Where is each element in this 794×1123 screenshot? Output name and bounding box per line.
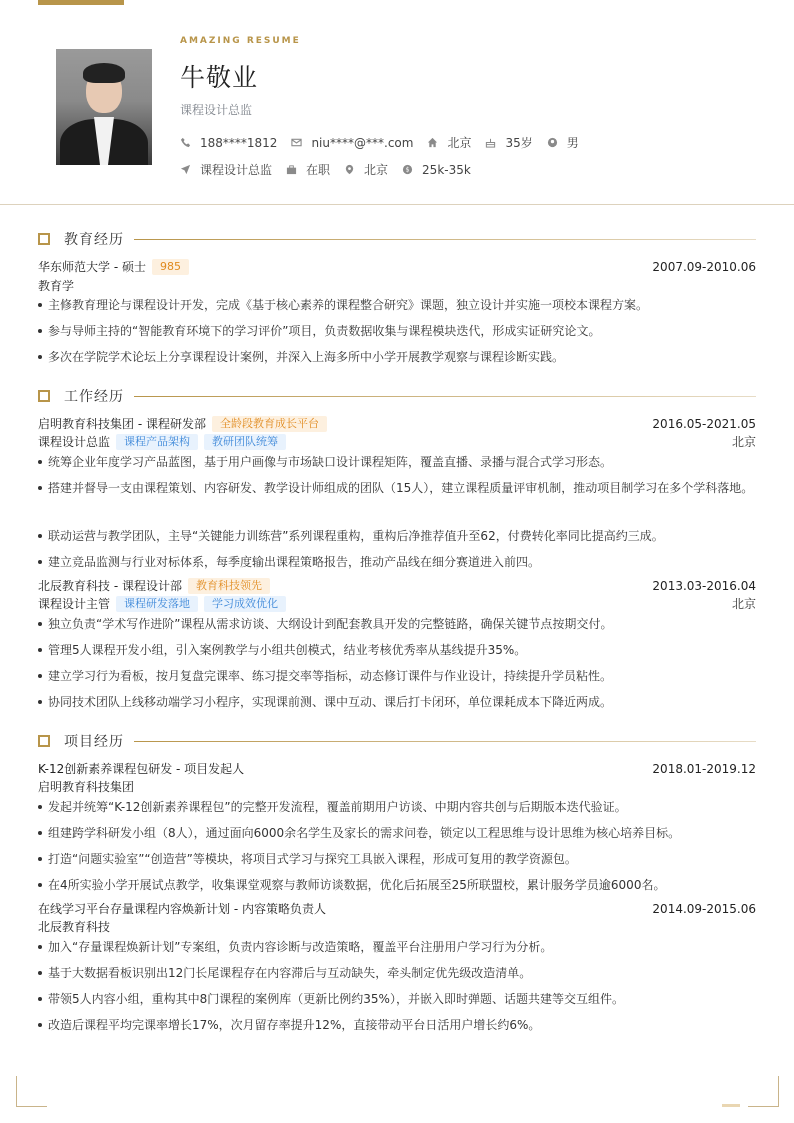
education-section-header	[38, 229, 756, 249]
company-name: 启明教育科技集团 - 课程研发部	[38, 417, 206, 431]
candidate-title: 课程设计总监	[180, 103, 253, 117]
salary-text: 25k-35k	[422, 162, 471, 177]
money-icon	[402, 164, 413, 175]
briefcase-icon	[286, 164, 297, 175]
job-role: 课程设计总监	[38, 435, 111, 449]
project-entry	[38, 760, 756, 777]
list-item: 主修教育理论与课程设计开发，完成《基于核心素养的课程整合研究》课题，独立设计并实施一项校本课程方案。	[38, 294, 754, 316]
contact-row	[180, 134, 593, 151]
intent-city-text: 北京	[364, 163, 389, 177]
education-entry	[38, 258, 756, 275]
project-date: 2014.09-2015.06	[652, 901, 756, 916]
gender-text: 男	[566, 136, 579, 150]
list-item: 管理5人课程开发小组，引入案例教学与小组共创模式，结业考核优秀率从基线提升35%。	[38, 639, 754, 661]
status-info	[286, 161, 330, 178]
gender-icon	[547, 137, 558, 148]
list-item: 搭建并督导一支由课程策划、内容研发、教学设计师组成的团队（15人），建立课程质量评审机制，推动项目制学习在多个学科落地。	[38, 477, 754, 499]
project-name: K-12创新素养课程包研发 - 项目发起人	[38, 762, 245, 776]
list-item: 独立负责“学术写作进阶”课程从需求访谈、大纲设计到配套教具开发的完整链路，确保关键节点按期交付。	[38, 613, 754, 635]
job-role: 课程设计主管	[38, 597, 111, 611]
list-item: 建立学习行为看板，按月复盘完课率、练习提交率等指标，动态修订课件与作业设计，持续提升学员粘性。	[38, 665, 754, 687]
phone-icon	[180, 137, 191, 148]
home-info	[427, 134, 471, 151]
education-date: 2007.09-2010.06	[652, 259, 756, 274]
job-date: 2016.05-2021.05	[652, 416, 756, 431]
header-divider	[0, 204, 794, 205]
project-section-header	[38, 731, 756, 751]
age-text: 35岁	[505, 136, 533, 150]
bottom-accent-bar	[722, 1104, 740, 1107]
list-item: 联动运营与教学团队，主导“关键能力训练营”系列课程重构，重构后净推荐值升至62，付费转化率同比提高约三成。	[38, 525, 754, 547]
major: 教育学	[38, 279, 75, 293]
education-major-row	[38, 277, 756, 294]
status-text: 在职	[306, 163, 331, 177]
corner-decoration	[748, 1076, 779, 1107]
salary-info	[402, 163, 471, 177]
svg-text:$: $	[405, 165, 410, 174]
list-item: 基于大数据看板识别出12门长尾课程存在内容滞后与互动缺失，牵头制定优先级改造清单。	[38, 962, 754, 984]
job-location: 北京	[731, 435, 756, 449]
corner-decoration	[16, 1076, 47, 1107]
cake-icon	[485, 137, 496, 148]
section-rule	[134, 396, 756, 397]
company-tag: 教育科技领先	[188, 578, 270, 594]
list-item: 组建跨学科研发小组（8人），通过面向6000余名学生及家长的需求问卷，锁定以工程思维与设计思维为核心培养目标。	[38, 822, 754, 844]
job-role-row	[38, 433, 756, 450]
email-info	[291, 136, 413, 150]
section-marker-icon	[38, 233, 50, 245]
list-item: 多次在学院学术论坛上分享课程设计案例，并深入上海多所中小学开展教学观察与课程诊断实践。	[38, 346, 754, 368]
list-item: 建立竞品监测与行业对标体系，每季度输出课程策略报告，推动产品线在细分赛道进入前四。	[38, 551, 754, 573]
list-item: 改造后课程平均完课率增长17%，次月留存率提升12%，直接带动平台日活用户增长约6%。	[38, 1014, 754, 1036]
work-section-header	[38, 386, 756, 406]
project-entry	[38, 900, 756, 917]
home-icon	[427, 137, 438, 148]
email-text: niu****@***.com	[311, 135, 414, 150]
list-item: 带领5人内容小组，重构其中8门课程的案例库（更新比例约35%），并嵌入即时弹题、话题共建等交互组件。	[38, 988, 754, 1010]
phone-text: 188****1812	[200, 135, 278, 150]
list-item: 打造“问题实验室”“创造营”等模块，将项目式学习与探究工具嵌入课程，形成可复用的教学资源包。	[38, 848, 754, 870]
role-tag: 课程研发落地	[116, 596, 198, 612]
send-icon	[180, 164, 191, 175]
project-name: 在线学习平台存量课程内容焕新计划 - 内容策略负责人	[38, 902, 326, 916]
profile-photo	[56, 49, 152, 165]
phone-info	[180, 136, 277, 150]
section-title: 工作经历	[64, 389, 124, 405]
section-rule	[134, 239, 756, 240]
role-tag: 学习成效优化	[204, 596, 286, 612]
role-tag: 课程产品架构	[116, 434, 198, 450]
project-org-row	[38, 778, 756, 795]
project-date: 2018.01-2019.12	[652, 761, 756, 776]
intent-city-info	[344, 161, 388, 178]
list-item: 统筹企业年度学习产品蓝图，基于用户画像与市场缺口设计课程矩阵，覆盖直播、录播与混合式学习形态。	[38, 451, 754, 473]
section-rule	[134, 741, 756, 742]
list-item: 参与导师主持的“智能教育环境下的学习评价”项目，负责数据收集与课程模块迭代，形成实证研究论文。	[38, 320, 754, 342]
candidate-name: 牛敬业	[180, 63, 259, 92]
project-org-row	[38, 918, 756, 935]
brand-label: AMAZING RESUME	[180, 36, 301, 46]
role-tag: 教研团队统筹	[204, 434, 286, 450]
list-item: 发起并统筹“K-12创新素养课程包”的完整开发流程，覆盖前期用户访谈、中期内容共创与后期版本迭代验证。	[38, 796, 754, 818]
home-text: 北京	[447, 136, 472, 150]
project-org: 北辰教育科技	[38, 920, 111, 934]
section-title: 教育经历	[64, 232, 124, 248]
section-marker-icon	[38, 390, 50, 402]
top-accent-bar	[38, 0, 124, 5]
job-entry	[38, 415, 756, 432]
intent-position-info	[180, 161, 272, 178]
job-date: 2013.03-2016.04	[652, 578, 756, 593]
list-item: 加入“存量课程焕新计划”专案组，负责内容诊断与改造策略，覆盖平台注册用户学习行为分析。	[38, 936, 754, 958]
job-intent-row	[180, 161, 485, 178]
gender-info	[547, 134, 579, 151]
list-item: 协同技术团队上线移动端学习小程序，实现课前测、课中互动、课后打卡闭环，单位课耗成本下降近两成。	[38, 691, 754, 713]
company-tag: 全龄段教育成长平台	[212, 416, 327, 432]
location-pin-icon	[344, 164, 355, 175]
list-item: 在4所实验小学开展试点教学，收集课堂观察与教师访谈数据，优化后拓展至25所联盟校，累计服务学员逾6000名。	[38, 874, 754, 896]
age-info	[485, 134, 532, 151]
job-location: 北京	[731, 597, 756, 611]
project-org: 启明教育科技集团	[38, 780, 135, 794]
school-name: 华东师范大学 - 硕士	[38, 260, 146, 274]
job-role-row	[38, 595, 756, 612]
school-tag: 985	[152, 259, 189, 275]
section-title: 项目经历	[64, 734, 124, 750]
intent-position-text: 课程设计总监	[200, 163, 273, 177]
mail-icon	[291, 137, 302, 148]
section-marker-icon	[38, 735, 50, 747]
job-entry	[38, 577, 756, 594]
company-name: 北辰教育科技 - 课程设计部	[38, 579, 182, 593]
